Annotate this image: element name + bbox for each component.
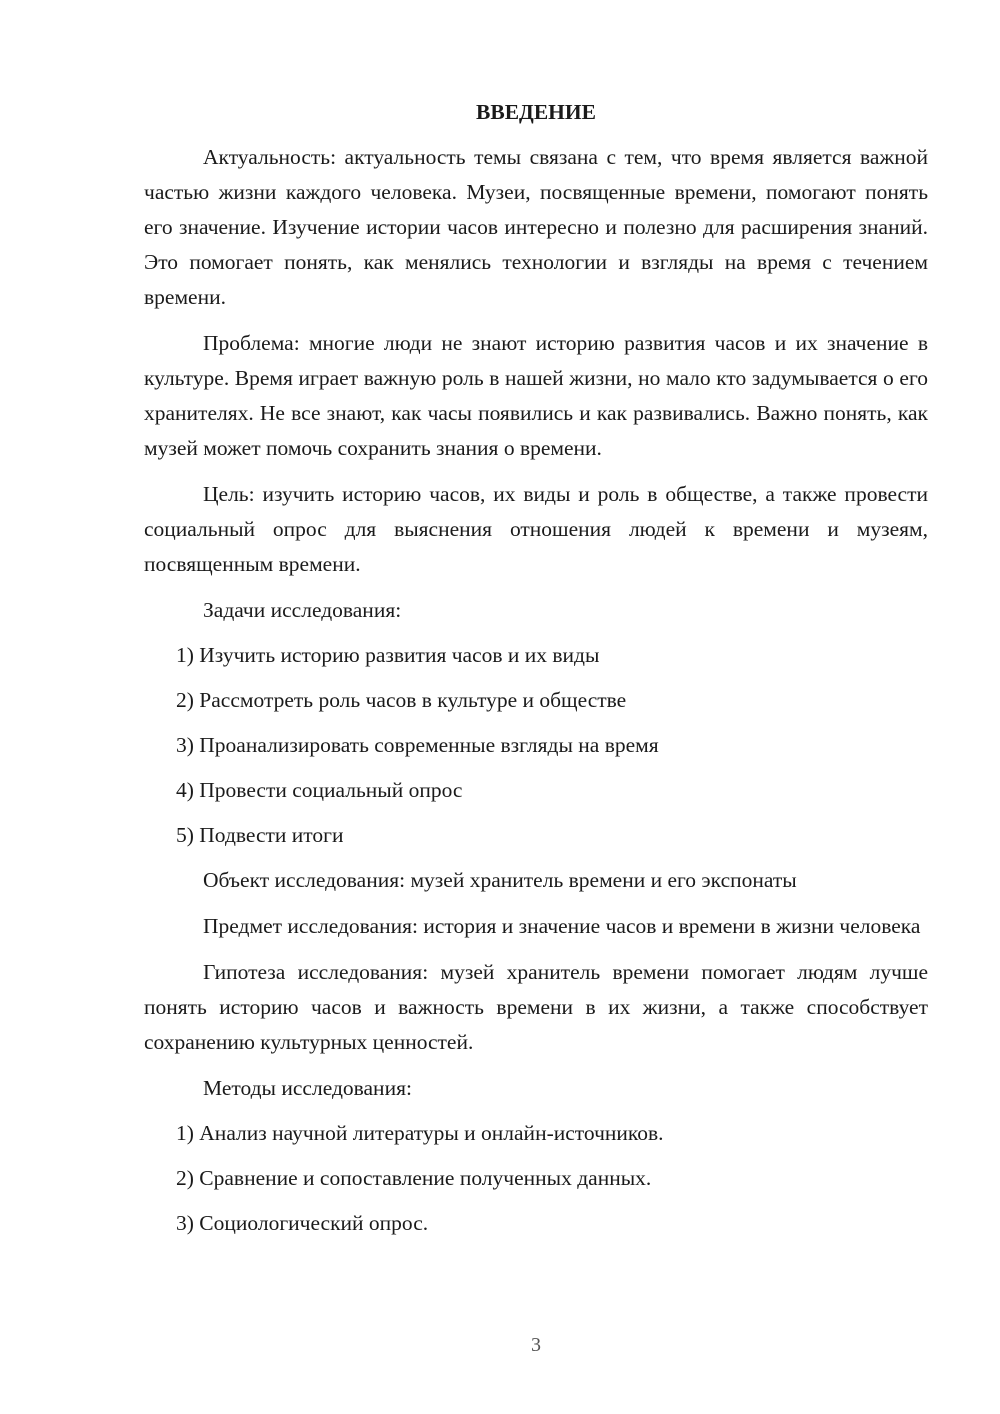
list-item: 3) Социологический опрос. (176, 1211, 429, 1235)
object-line: Объект исследования: музей хранитель времени и его экспонаты (203, 868, 797, 892)
hypothesis-paragraph: Гипотеза исследования: музей хранитель времени помогает людям лучше понять историю часов и важность времени в их жизни, а также способствует сохранению культурных ценностей. (144, 960, 928, 1054)
methods-label: Методы исследования: (203, 1076, 412, 1100)
subject-paragraph: Предмет исследования: история и значение часов и времени в жизни человека (203, 914, 921, 938)
list-item: 3) Проанализировать современные взгляды на время (176, 733, 659, 757)
list-item: 4) Провести социальный опрос (176, 778, 463, 802)
list-item: 2) Сравнение и сопоставление полученных данных. (176, 1166, 652, 1190)
section-title: ВВЕДЕНИЕ (476, 100, 596, 124)
document-page (144, 96, 928, 1251)
list-item: 5) Подвести итоги (176, 823, 344, 847)
page-number: 3 (531, 1334, 541, 1356)
problem-paragraph: Проблема: многие люди не знают историю развития часов и их значение в культуре. Время играет важную роль в нашей жизни, но мало кто задумывается о его хранителях. Не все знают, как часы появились и как развивались. Важно понять, как музей может помочь сохранить знания о времени. (144, 331, 928, 460)
list-item: 2) Рассмотреть роль часов в культуре и обществе (176, 688, 627, 712)
methods-list (144, 1116, 928, 1241)
list-item: 1) Анализ научной литературы и онлайн-источников. (176, 1121, 664, 1145)
list-item: 1) Изучить историю развития часов и их виды (176, 643, 600, 667)
tasks-list (144, 638, 928, 853)
tasks-label: Задачи исследования: (203, 598, 402, 622)
goal-paragraph: Цель: изучить историю часов, их виды и роль в обществе, а также провести социальный опрос для выяснения отношения людей к времени и музеям, посвященным времени. (144, 482, 928, 576)
relevance-paragraph: Актуальность: актуальность темы связана с тем, что время является важной частью жизни каждого человека. Музеи, посвященные времени, помогают понять его значение. Изучение истории часов интересно и полезно для расширения знаний. Это помогает понять, как менялись технологии и взгляды на время с течением времени. (144, 145, 928, 309)
